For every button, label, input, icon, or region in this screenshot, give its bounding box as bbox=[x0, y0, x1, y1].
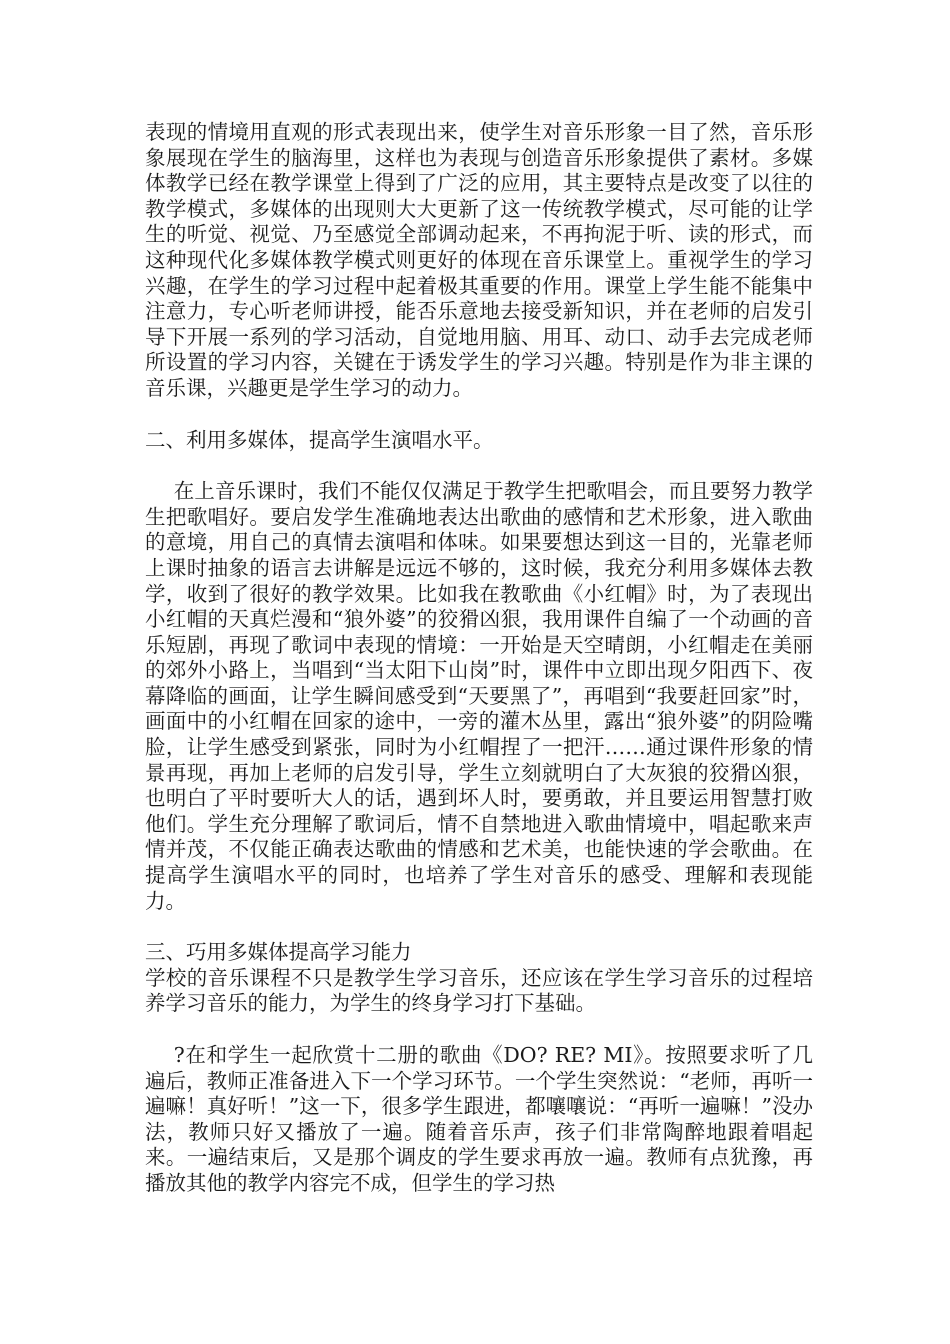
document-body bbox=[145, 120, 813, 1197]
section-heading-2: 二、利用多媒体，提高学生演唱水平。 bbox=[145, 427, 494, 452]
paragraph-intro: 表现的情境用直观的形式表现出来，使学生对音乐形象一目了然，音乐形象展现在学生的脑海里，这样也为表现与创造音乐形象提供了素材。多媒体教学已经在教学课堂上得到了广泛的应用，其主要特点是改变了以往的教学模式，多媒体的出现则大大更新了这一传统教学模式，尽可能的让学生的听觉、视觉、乃至感觉全部调动起来，不再拘泥于听、读的形式，而这种现代化多媒体教学模式则更好的体现在音乐课堂上。重视学生的学习兴趣，在学生的学习过程中起着极其重要的作用。课堂上学生能不能集中注意力，专心听老师讲授，能否乐意地去接受新知识，并在老师的启发引导下开展一系列的学习活动，自觉地用脑、用耳、动口、动手去完成老师所设置的学习内容，关键在于诱发学生的学习兴趣。特别是作为非主课的音乐课，兴趣更是学生学习的动力。 bbox=[145, 120, 813, 400]
paragraph-spacer bbox=[145, 402, 813, 428]
paragraph-spacer bbox=[145, 914, 813, 940]
paragraph-section-2: 在上音乐课时，我们不能仅仅满足于教学生把歌唱会，而且要努力教学生把歌唱好。要启发学生准确地表达出歌曲的感情和艺术形象，进入歌曲的意境，用自己的真情去演唱和体味。如果要想达到这一目的，光靠老师上课时抽象的语言去讲解是远远不够的，这时候，我充分利用多媒体去教学，收到了很好的教学效果。比如我在教歌曲《小红帽》时，为了表现出小红帽的天真烂漫和“狼外婆”的狡猾凶狠，我用课件自编了一个动画的音乐短剧，再现了歌词中表现的情境：一开始是天空晴朗，小红帽走在美丽的郊外小路上，当唱到“当太阳下山岗”时，课件中立即出现夕阳西下、夜幕降临的画面，让学生瞬间感受到“天要黑了”，再唱到“我要赶回家”时，画面中的小红帽在回家的途中，一旁的灌木丛里，露出“狼外婆”的阴险嘴脸，让学生感受到紧张，同时为小红帽捏了一把汗……通过课件形象的情景再现，再加上老师的启发引导，学生立刻就明白了大灰狼的狡猾凶狠，也明白了平时要听大人的话，遇到坏人时，要勇敢，并且要运用智慧打败他们。学生充分理解了歌词后，情不自禁地进入歌曲情境中，唱起歌来声情并茂，不仅能正确表达歌曲的情感和艺术美，也能快速的学会歌曲。在提高学生演唱水平的同时，也培养了学生对音乐的感受、理解和表现能力。 bbox=[145, 479, 813, 913]
paragraph-section-3-example: ?在和学生一起欣赏十二册的歌曲《DO? RE? MI》。按照要求听了几遍后，教师正准备进入下一个学习环节。一个学生突然说：“老师，再听一遍嘛！真好听！”这一下，很多学生跟进，都嚷嚷说：“再听一遍嘛！”没办法，教师只好又播放了一遍。随着音乐声，孩子们非常陶醉地跟着唱起来。一遍结束后，又是那个调皮的学生要求再放一遍。教师有点犹豫，再播放其他的教学内容完不成，但学生的学习热 bbox=[145, 1043, 813, 1195]
paragraph-section-3: 学校的音乐课程不只是教学生学习音乐，还应该在学生学习音乐的过程培养学习音乐的能力，为学生的终身学习打下基础。 bbox=[145, 965, 813, 1016]
paragraph-spacer bbox=[145, 453, 813, 479]
section-heading-3: 三、巧用多媒体提高学习能力 bbox=[145, 940, 412, 965]
paragraph-spacer bbox=[145, 1017, 813, 1043]
